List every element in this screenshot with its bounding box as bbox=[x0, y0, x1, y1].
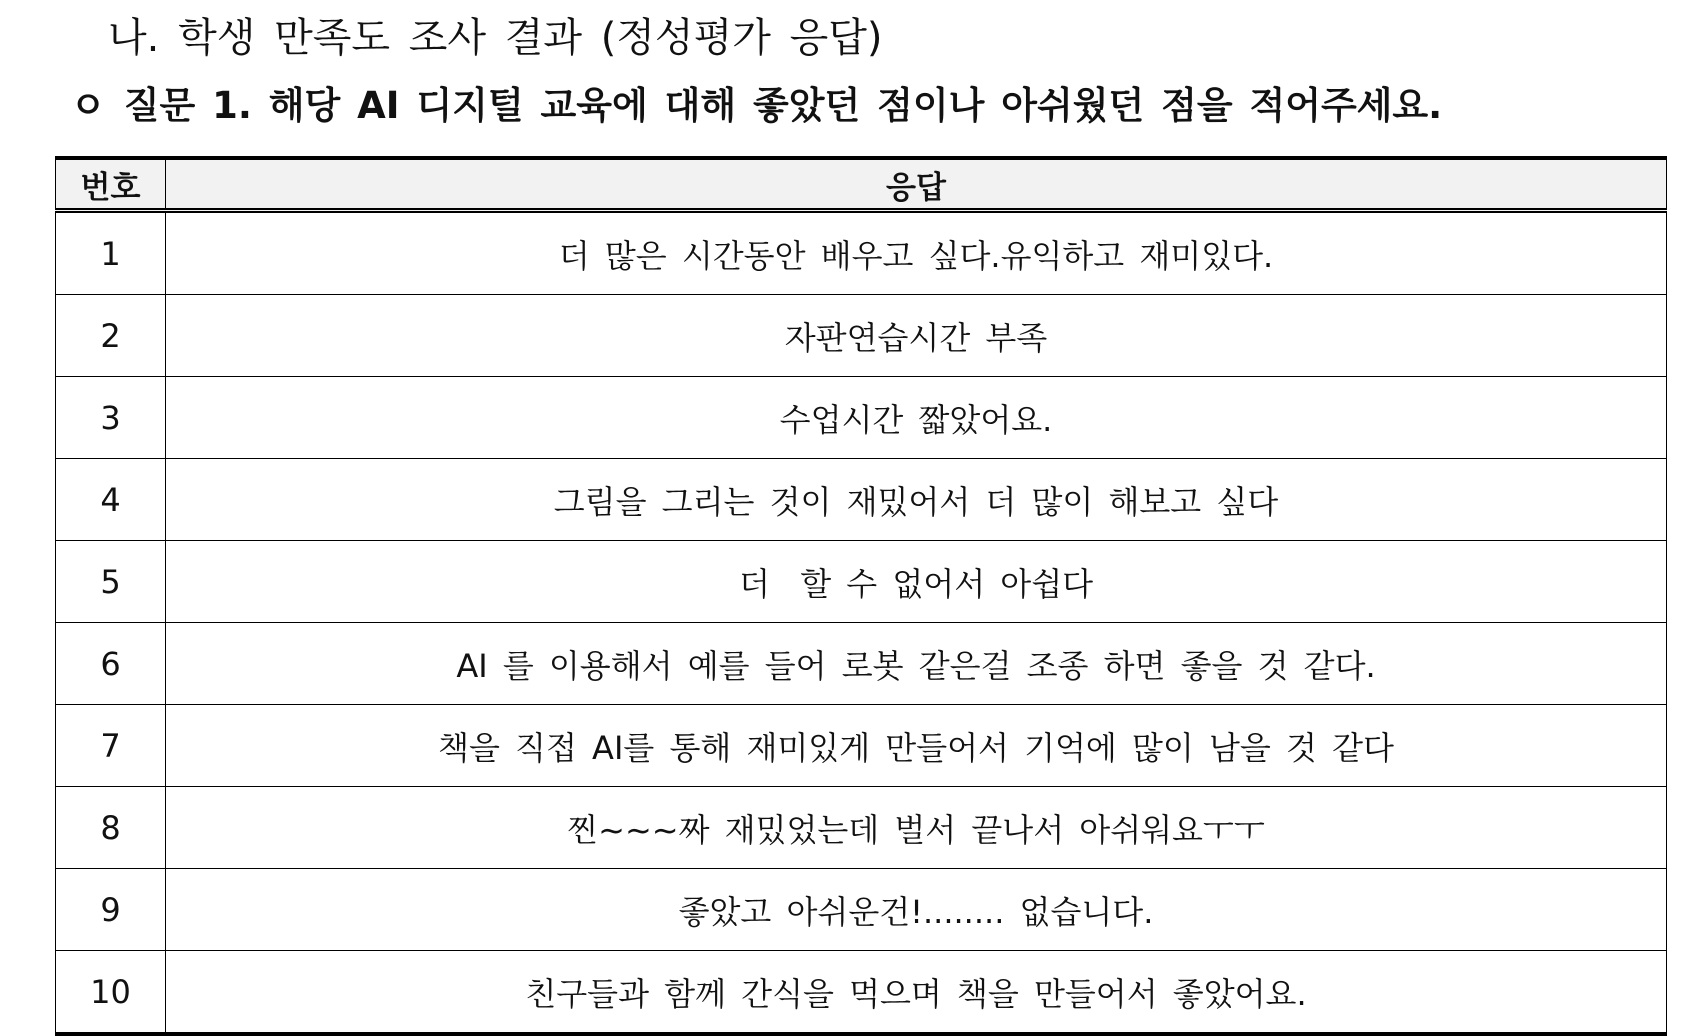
row-response: 더 많은 시간동안 배우고 싶다.유익하고 재미있다. bbox=[166, 211, 1667, 295]
response-table-container bbox=[55, 156, 1666, 1036]
table-row bbox=[56, 211, 1667, 295]
table-row bbox=[56, 541, 1667, 623]
table-row bbox=[56, 623, 1667, 705]
row-response: 좋았고 아쉬운건!........ 없습니다. bbox=[166, 869, 1667, 951]
table-row bbox=[56, 787, 1667, 869]
question-bullet: ㅇ bbox=[70, 84, 106, 127]
header-response: 응답 bbox=[166, 158, 1667, 211]
row-response: 그림을 그리는 것이 재밌어서 더 많이 해보고 싶다 bbox=[166, 459, 1667, 541]
question-line bbox=[70, 76, 1442, 136]
row-response: 자판연습시간 부족 bbox=[166, 295, 1667, 377]
table-row bbox=[56, 869, 1667, 951]
row-number: 7 bbox=[56, 705, 166, 787]
header-number: 번호 bbox=[56, 158, 166, 211]
row-number: 2 bbox=[56, 295, 166, 377]
row-number: 3 bbox=[56, 377, 166, 459]
row-number: 4 bbox=[56, 459, 166, 541]
section-heading: 나. 학생 만족도 조사 결과 (정성평가 응답) bbox=[108, 15, 883, 61]
table-header-row bbox=[56, 158, 1667, 211]
row-response: 더 할 수 없어서 아쉽다 bbox=[166, 541, 1667, 623]
row-response: 책을 직접 AI를 통해 재미있게 만들어서 기억에 많이 남을 것 같다 bbox=[166, 705, 1667, 787]
row-number: 9 bbox=[56, 869, 166, 951]
row-number: 5 bbox=[56, 541, 166, 623]
row-response: 수업시간 짧았어요. bbox=[166, 377, 1667, 459]
row-number: 8 bbox=[56, 787, 166, 869]
response-table bbox=[55, 156, 1667, 1036]
row-number: 6 bbox=[56, 623, 166, 705]
question-text: 질문 1. 해당 AI 디지털 교육에 대해 좋았던 점이나 아쉬웠던 점을 적어주세요. bbox=[123, 84, 1443, 127]
row-number: 1 bbox=[56, 211, 166, 295]
table-row bbox=[56, 295, 1667, 377]
table-row bbox=[56, 459, 1667, 541]
row-response: 친구들과 함께 간식을 먹으며 책을 만들어서 좋았어요. bbox=[166, 951, 1667, 1035]
table-row bbox=[56, 951, 1667, 1035]
row-number: 10 bbox=[56, 951, 166, 1035]
table-row bbox=[56, 377, 1667, 459]
row-response: AI 를 이용해서 예를 들어 로봇 같은걸 조종 하면 좋을 것 같다. bbox=[166, 623, 1667, 705]
row-response: 찐~~~짜 재밌었는데 벌서 끝나서 아쉬워요ㅜㅜ bbox=[166, 787, 1667, 869]
table-row bbox=[56, 705, 1667, 787]
